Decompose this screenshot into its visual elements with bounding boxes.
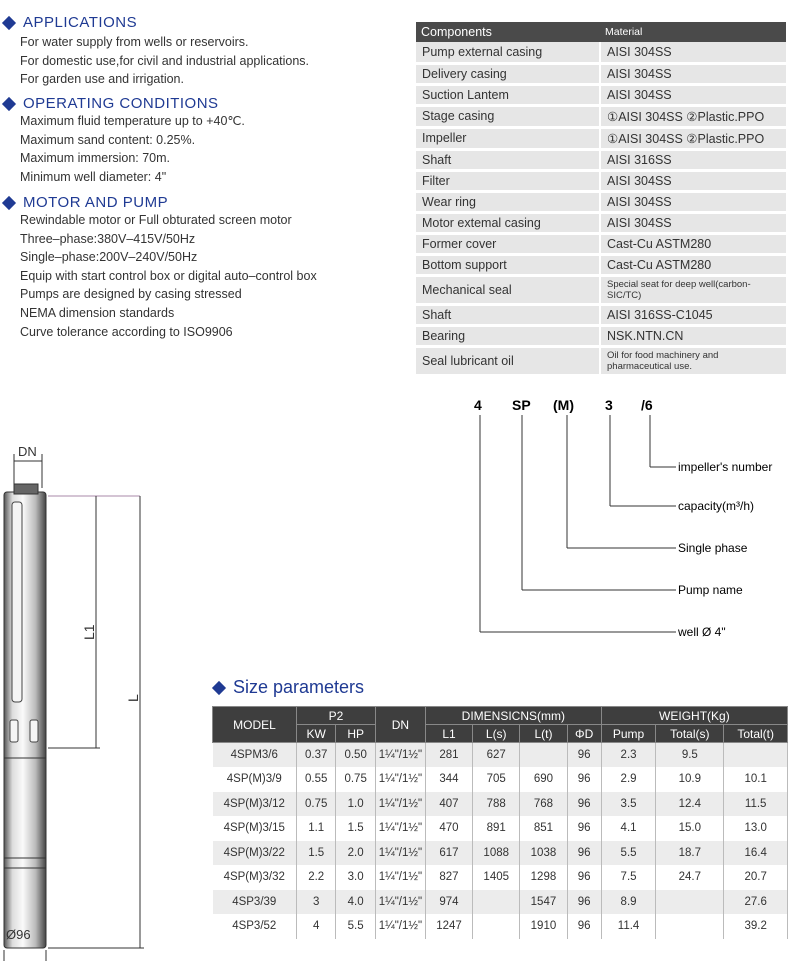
l1-label: L1 [81,624,97,640]
table-row [416,304,786,325]
pump-drawing [0,440,160,961]
list-item: Pumps are designed by casing stressed [20,287,242,302]
table-cell: 96 [567,865,601,890]
table-cell: 9.5 [656,743,724,768]
table-row [416,254,786,275]
table-row [416,191,786,212]
annotation-impeller: impeller's number [678,460,773,474]
table-cell: 3.5 [601,792,656,817]
total-t-header: Total(t) [724,725,788,743]
table-cell [656,890,724,915]
table-cell: 20.7 [724,865,788,890]
table-cell: 11.5 [724,792,788,817]
table-cell: 617 [425,841,472,866]
table-cell: 1547 [520,890,567,915]
component-name-cell: Seal lubricant oil [416,346,600,375]
applications-heading [2,14,137,31]
table-row [213,890,788,915]
dn-header: DN [375,707,425,743]
table-cell: 16.4 [724,841,788,866]
model-header: MODEL [213,707,297,743]
table-cell: 705 [473,767,520,792]
table-row [416,346,786,375]
table-cell: 1910 [520,914,567,939]
operating-list [20,112,245,186]
table-cell: 18.7 [656,841,724,866]
list-item: NEMA dimension standards [20,305,175,320]
code-part-capacity: 3 [605,397,613,413]
size-body [213,743,788,939]
table-row [213,914,788,939]
table-cell: 2.2 [297,865,336,890]
table-row [416,275,786,304]
table-cell: 974 [425,890,472,915]
table-row [213,767,788,792]
motor-title: MOTOR AND PUMP [23,194,169,211]
component-name-cell: Impeller [416,127,600,149]
dn-label: DN [18,444,37,459]
table-cell: 96 [567,914,601,939]
material-cell: Cast-Cu ASTM280 [600,233,786,254]
list-item: Rewindable motor or Full obturated screen motor [20,213,292,227]
table-cell: 4.1 [601,816,656,841]
component-name-cell: Suction Lantem [416,84,600,105]
table-cell: 4 [297,914,336,939]
table-cell: 39.2 [724,914,788,939]
table-cell: 11.4 [601,914,656,939]
table-row [416,325,786,346]
table-cell: 768 [520,792,567,817]
table-cell: 0.75 [297,792,336,817]
hp-header: HP [336,725,375,743]
operating-title: OPERATING CONDITIONS [23,95,219,112]
table-cell: 4SP(M)3/15 [213,816,297,841]
l-label: L [125,694,141,702]
diamond-bullet-icon [2,96,16,110]
material-cell: AISI 304SS [600,191,786,212]
table-row [416,170,786,191]
table-row [213,841,788,866]
code-part-impellers: /6 [641,397,653,413]
table-header-row [416,22,786,42]
table-cell: 4SP(M)3/22 [213,841,297,866]
table-cell: 13.0 [724,816,788,841]
table-cell: 1.1 [297,816,336,841]
component-name-cell: Delivery casing [416,63,600,84]
p2-header: P2 [297,707,376,725]
table-row [416,127,786,149]
table-cell: 10.1 [724,767,788,792]
size-table [212,706,788,939]
material-cell: AISI 304SS [600,42,786,63]
table-cell: 24.7 [656,865,724,890]
table-cell: 1¼"/1½" [375,792,425,817]
table-cell: 281 [425,743,472,768]
table-cell: 96 [567,767,601,792]
table-cell: 4SP(M)3/12 [213,792,297,817]
table-cell: 5.5 [336,914,375,939]
table-cell: 96 [567,792,601,817]
table-cell [473,890,520,915]
material-cell: Cast-Cu ASTM280 [600,254,786,275]
diamond-bullet-icon [212,680,226,694]
material-cell: AISI 304SS [600,63,786,84]
material-cell: AISI 316SS-C1045 [600,304,786,325]
table-cell: 5.5 [601,841,656,866]
table-cell: 1038 [520,841,567,866]
table-cell: 1¼"/1½" [375,890,425,915]
table-cell: 8.9 [601,890,656,915]
size-title: Size parameters [233,677,365,697]
model-code-diagram [440,390,800,640]
table-row [416,149,786,170]
table-cell: 1.5 [297,841,336,866]
weight-header: WEIGHT(Kg) [601,707,787,725]
component-name-cell: Stage casing [416,105,600,127]
list-item: Minimum well diameter: 4" [20,169,167,184]
material-cell: ①AISI 304SS ②Plastic.PPO [600,127,786,149]
ls-header: L(s) [473,725,520,743]
annotation-well: well Ø 4" [678,625,726,639]
applications-list [20,33,309,89]
size-heading [212,677,364,698]
table-row [416,42,786,63]
material-cell: Special seat for deep well(carbon-SIC/TC) [600,275,786,304]
table-cell: 827 [425,865,472,890]
material-cell: AISI 304SS [600,170,786,191]
component-name-cell: Pump external casing [416,42,600,63]
diamond-bullet-icon [2,15,16,29]
table-cell: 2.3 [601,743,656,768]
table-cell: 1298 [520,865,567,890]
component-name-cell: Bearing [416,325,600,346]
table-cell: 0.75 [336,767,375,792]
components-body [416,42,786,375]
list-item: Curve tolerance according to ISO9906 [20,324,233,339]
table-cell: 1088 [473,841,520,866]
list-item: Maximum immersion: 70m. [20,151,171,166]
annotation-capacity: capacity(m³/h) [678,499,755,513]
diameter-label: Ø96 [6,927,31,942]
list-item: Single–phase:200V–240V/50Hz [20,250,198,265]
lt-header: L(t) [520,725,567,743]
table-cell [473,914,520,939]
table-row [416,63,786,84]
table-cell: 4SPM3/6 [213,743,297,768]
annotation-phase: Single phase [678,541,748,555]
table-cell: 0.55 [297,767,336,792]
component-name-cell: Mechanical seal [416,275,600,304]
l1-header: L1 [425,725,472,743]
material-cell: ①AISI 304SS ②Plastic.PPO [600,105,786,127]
material-cell: NSK.NTN.CN [600,325,786,346]
table-cell: 2.0 [336,841,375,866]
table-cell: 344 [425,767,472,792]
table-cell: 1247 [425,914,472,939]
table-cell: 96 [567,816,601,841]
list-item: Maximum sand content: 0.25%. [20,132,196,147]
table-cell: 470 [425,816,472,841]
applications-title: APPLICATIONS [23,14,138,31]
total-s-header: Total(s) [656,725,724,743]
diamond-bullet-icon [2,195,16,209]
list-item: For water supply from wells or reservoirs. [20,35,249,49]
material-cell: AISI 316SS [600,149,786,170]
table-cell: 4SP3/39 [213,890,297,915]
table-cell [520,743,567,768]
intake-slot [10,720,18,742]
table-cell: 27.6 [724,890,788,915]
table-row [416,105,786,127]
component-name-cell: Shaft [416,304,600,325]
components-header: Components [416,22,600,42]
table-row [416,212,786,233]
size-header-sub [213,725,788,743]
annotation-pump-name: Pump name [678,583,743,597]
motor-list [20,211,317,341]
table-cell: 891 [473,816,520,841]
table-cell: 1¼"/1½" [375,841,425,866]
table-cell: 1¼"/1½" [375,816,425,841]
table-cell: 407 [425,792,472,817]
table-cell: 0.50 [336,743,375,768]
table-cell: 4SP3/52 [213,914,297,939]
code-part-well: 4 [474,397,482,413]
table-cell: 4SP(M)3/32 [213,865,297,890]
list-item: For domestic use,for civil and industrial applications. [20,53,310,68]
phi-d-header: ΦD [567,725,601,743]
size-header-top [213,707,788,725]
table-cell: 1¼"/1½" [375,743,425,768]
component-name-cell: Former cover [416,233,600,254]
table-cell: 10.9 [656,767,724,792]
component-name-cell: Wear ring [416,191,600,212]
dimensions-header: DIMENSICNS(mm) [425,707,601,725]
table-cell: 1405 [473,865,520,890]
material-cell: Oil for food machinery and pharmaceutical use. [600,346,786,375]
table-cell: 7.5 [601,865,656,890]
table-cell: 1.0 [336,792,375,817]
table-cell [724,743,788,768]
list-item: Maximum fluid temperature up to +40℃. [20,114,245,128]
list-item: Three–phase:380V–415V/50Hz [20,231,196,246]
code-part-pump: SP [512,397,531,413]
table-row [213,792,788,817]
table-cell: 627 [473,743,520,768]
table-cell: 1¼"/1½" [375,865,425,890]
pump-outlet [14,484,38,494]
table-cell: 788 [473,792,520,817]
code-part-phase: (M) [553,397,574,413]
table-row [416,84,786,105]
table-cell: 1.5 [336,816,375,841]
list-item: Equip with start control box or digital auto–control box [20,268,317,283]
operating-heading [2,95,219,112]
table-cell: 4SP(M)3/9 [213,767,297,792]
table-cell: 96 [567,743,601,768]
material-header: Material [600,22,786,42]
table-row [213,865,788,890]
material-cell: AISI 304SS [600,84,786,105]
table-cell: 690 [520,767,567,792]
table-cell: 3.0 [336,865,375,890]
kw-header: KW [297,725,336,743]
table-cell: 2.9 [601,767,656,792]
table-row [213,816,788,841]
component-name-cell: Shaft [416,149,600,170]
table-cell: 96 [567,841,601,866]
intake-slot [30,720,38,742]
component-name-cell: Motor extemal casing [416,212,600,233]
table-cell: 0.37 [297,743,336,768]
table-row [416,233,786,254]
table-cell: 4.0 [336,890,375,915]
table-cell: 96 [567,890,601,915]
motor-heading [2,194,168,211]
components-table [416,22,786,377]
table-cell [656,914,724,939]
table-cell: 1¼"/1½" [375,914,425,939]
list-item: For garden use and irrigation. [20,72,184,87]
table-cell: 1¼"/1½" [375,767,425,792]
pump-window [12,502,22,702]
component-name-cell: Bottom support [416,254,600,275]
pump-weight-header: Pump [601,725,656,743]
table-cell: 12.4 [656,792,724,817]
table-cell: 15.0 [656,816,724,841]
table-row [213,743,788,768]
table-cell: 3 [297,890,336,915]
component-name-cell: Filter [416,170,600,191]
table-cell: 851 [520,816,567,841]
material-cell: AISI 304SS [600,212,786,233]
